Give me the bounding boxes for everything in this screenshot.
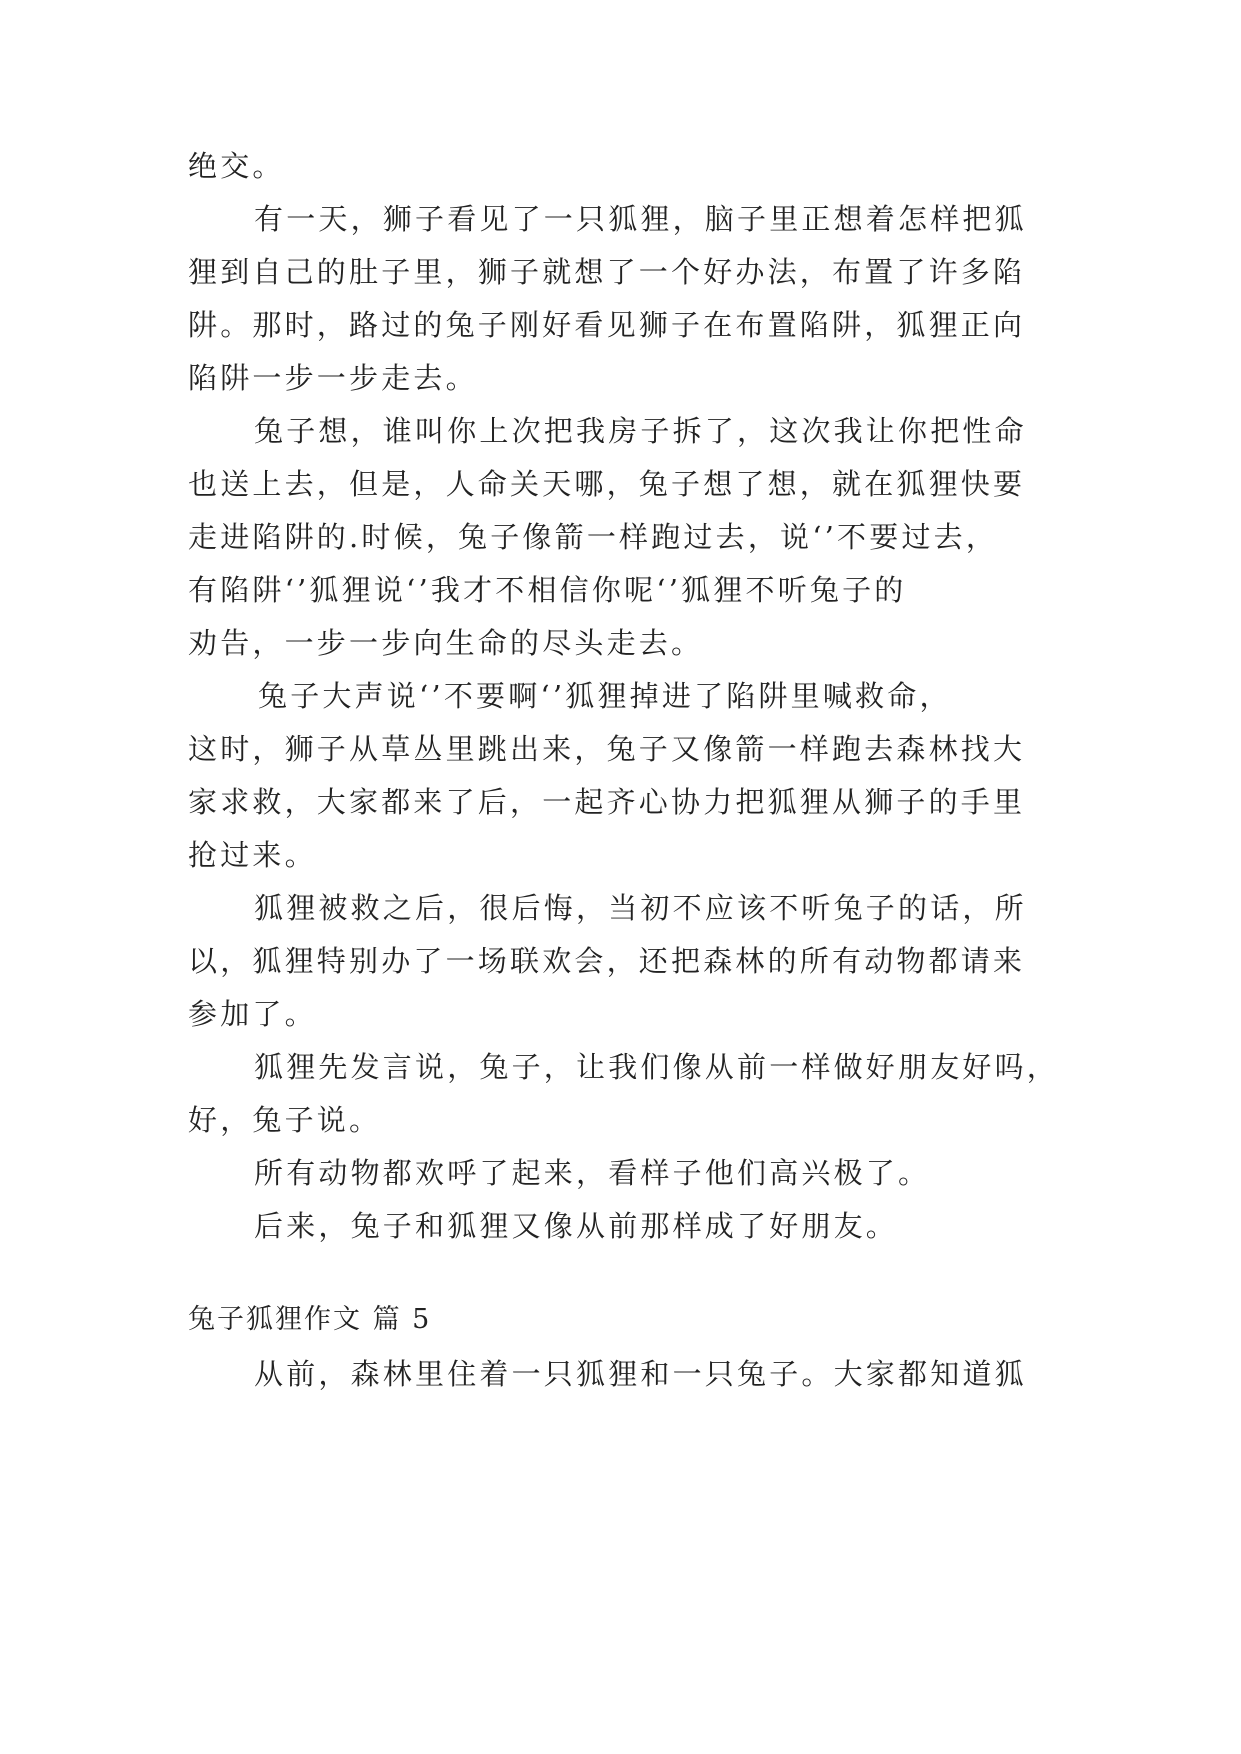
text-line: 家求救，大家都来了后，一起齐心协力把狐狸从狮子的手里: [188, 785, 1026, 819]
text-line: 有陷阱‘’狐狸说‘’我才不相信你呢‘’狐狸不听兔子的: [188, 573, 907, 607]
text-line: 兔子大声说‘’不要啊‘’狐狸掉进了陷阱里喊救命，: [258, 679, 952, 713]
text-line: 也送上去，但是，人命关天哪，兔子想了想，就在狐狸快要: [188, 467, 1026, 501]
text-line: 从前，森林里住着一只狐狸和一只兔子。大家都知道狐: [254, 1357, 1027, 1391]
text-line: 兔子想，谁叫你上次把我房子拆了，这次我让你把性命: [254, 414, 1027, 448]
text-line: 这时，狮子从草丛里跳出来，兔子又像箭一样跑去森林找大: [188, 732, 1026, 766]
text-line: 后来，兔子和狐狸又像从前那样成了好朋友。: [254, 1209, 899, 1243]
text-line: 狐狸先发言说，兔子，让我们像从前一样做好朋友好吗，: [254, 1050, 1060, 1084]
text-line: 参加了。: [188, 997, 317, 1031]
text-line: 绝交。: [188, 149, 285, 183]
text-line: 陷阱一步一步走去。: [188, 361, 478, 395]
text-line: 劝告，一步一步向生命的尽头走去。: [188, 626, 704, 660]
text-line: 抢过来。: [188, 838, 317, 872]
text-line: 狐狸被救之后，很后悔，当初不应该不听兔子的话，所: [254, 891, 1027, 925]
text-line: 所有动物都欢呼了起来，看样子他们高兴极了。: [254, 1156, 931, 1190]
text-line: 阱。那时，路过的兔子刚好看见狮子在布置陷阱，狐狸正向: [188, 308, 1026, 342]
text-line: 狸到自己的肚子里，狮子就想了一个好办法，布置了许多陷: [188, 255, 1026, 289]
text-line: 走进陷阱的.时候，兔子像箭一样跑过去，说‘’不要过去，: [188, 520, 999, 554]
section-heading: 兔子狐狸作文 篇 5: [188, 1304, 432, 1335]
text-line: 有一天，狮子看见了一只狐狸，脑子里正想着怎样把狐: [254, 202, 1027, 236]
text-line: 以，狐狸特别办了一场联欢会，还把森林的所有动物都请来: [188, 944, 1026, 978]
text-line: 好，兔子说。: [188, 1103, 382, 1137]
